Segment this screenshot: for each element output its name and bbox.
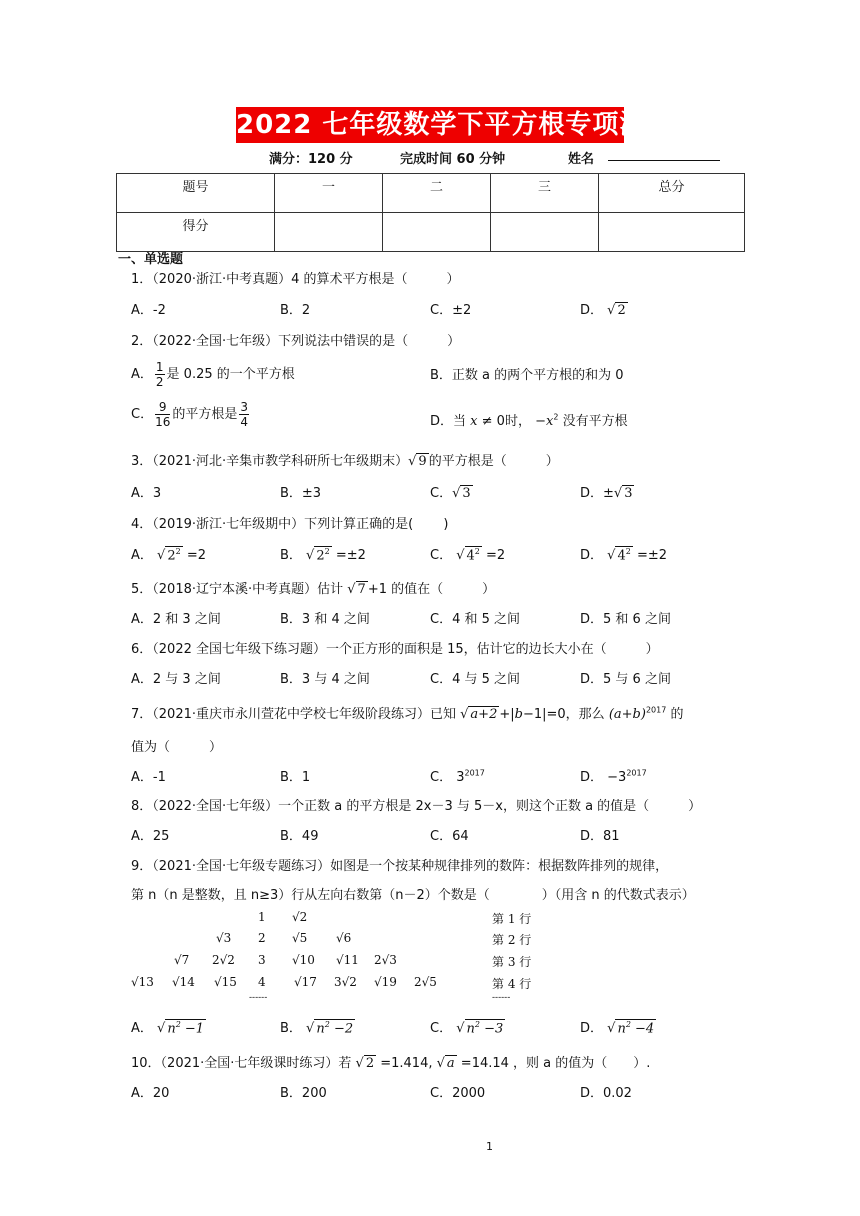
option-b[interactable]: B． √ $n^2 -2$ (280, 1019, 354, 1036)
option-a[interactable]: A．20 (131, 1086, 170, 1101)
option-d[interactable]: D．当 x ≠ 0时， $-x^2$ 没有平方根 (430, 412, 628, 429)
option-text: 没有平方根 (562, 414, 628, 429)
option-a[interactable]: A．25 (131, 829, 170, 844)
option-d[interactable]: D． $-3^{2017}$ (580, 768, 647, 785)
option-c[interactable]: C．64 (430, 829, 469, 844)
question-7-line2: 值为（ ） (131, 740, 223, 755)
option-b[interactable]: B．±3 (280, 486, 322, 501)
option-text: 是 0.25 的一个平方根 (166, 367, 295, 382)
fraction: $\frac{1}{2}$ (155, 360, 164, 389)
option-d[interactable]: D．0.02 (580, 1086, 632, 1101)
option-c[interactable]: C． $\frac{9}{16}$ 的平方根是 $\frac{3}{4}$ (131, 400, 249, 429)
option-d[interactable]: D．81 (580, 829, 620, 844)
fraction: $\frac{3}{4}$ (240, 400, 249, 429)
option-a[interactable]: A．2 与 3 之间 (131, 672, 221, 687)
option-a[interactable]: A．-2 (131, 303, 166, 318)
question-8: 8．（2022·全国·七年级）一个正数 a 的平方根是 2x－3 与 5－x，则这个正数 a 的值是（ ） (131, 799, 702, 814)
option-text: 时， (504, 414, 531, 429)
score-header-cell: 一 (275, 174, 383, 213)
option-a[interactable]: A．2 和 3 之间 (131, 612, 221, 627)
page-title: 2022 七年级数学下平方根专项测试卷 (236, 107, 624, 143)
option-d[interactable]: D．±√ 3 (580, 486, 633, 501)
option-b[interactable]: B．3 与 4 之间 (280, 672, 370, 687)
option-a[interactable]: A． √ $n^2 -1$ (131, 1019, 205, 1036)
option-label: D． (580, 303, 604, 318)
fraction: $\frac{9}{16}$ (155, 400, 171, 429)
score-header-cell: 总分 (599, 174, 745, 213)
option-d[interactable]: D．5 与 6 之间 (580, 672, 671, 687)
option-b[interactable]: B．2 (280, 303, 311, 318)
score-cell[interactable] (491, 213, 599, 252)
full-score: 满分：120 分 (269, 152, 353, 167)
score-cell[interactable] (383, 213, 491, 252)
option-d[interactable]: D．5 和 6 之间 (580, 612, 671, 627)
option-c[interactable]: C．4 与 5 之间 (430, 672, 521, 687)
score-header-cell: 二 (383, 174, 491, 213)
option-d[interactable]: D． √ $4^2 =\pm 2$ (580, 546, 668, 563)
option-c[interactable]: C． √ $n^2 -3$ (430, 1019, 504, 1036)
option-a[interactable]: A．-1 (131, 770, 166, 785)
option-d[interactable]: D． √ 2 (580, 303, 626, 318)
option-b[interactable]: B．正数 a 的两个平方根的和为 0 (430, 368, 624, 383)
question-10: 10．（2021·全国·七年级课时练习）若 √ 2 =1.414, √ a =14.14 ，则 a 的值为（ ）. (131, 1056, 651, 1071)
time-limit: 完成时间 60 分钟 (400, 152, 506, 167)
question-9-line2: 第 n（n 是整数，且 n≥3）行从左向右数第（n－2）个数是（ ）（用含 n 的代数式表示） (131, 888, 695, 903)
option-a[interactable]: A．3 (131, 486, 162, 501)
option-text: 的平方根是 (172, 407, 238, 422)
score-cell[interactable] (275, 213, 383, 252)
option-c[interactable]: C．4 和 5 之间 (430, 612, 521, 627)
option-d[interactable]: D． √ $n^2 -4$ (580, 1019, 655, 1036)
option-b[interactable]: B．3 和 4 之间 (280, 612, 370, 627)
option-c[interactable]: C．√ 3 (430, 486, 471, 501)
option-text: D．当 (430, 414, 467, 429)
option-b[interactable]: B．49 (280, 829, 319, 844)
score-header-cell: 题号 (117, 174, 275, 213)
question-3: 3．（2021·河北·辛集市教学科研所七年级期末）√ 9 的平方根是（ ） (131, 454, 559, 469)
option-a[interactable]: A． $\frac{1}{2}$ 是 0.25 的一个平方根 (131, 360, 295, 389)
option-a[interactable]: A． √ $2^2 =2$ (131, 546, 206, 563)
question-1: 1．（2020·浙江·中考真题）4 的算术平方根是（ ） (131, 272, 460, 287)
option-b[interactable]: B．200 (280, 1086, 327, 1101)
name-label: 姓名 (568, 152, 595, 167)
section-heading: 一、单选题 (118, 252, 184, 267)
option-c[interactable]: C．2000 (430, 1086, 486, 1101)
score-cell[interactable] (599, 213, 745, 252)
question-7: 7．（2021·重庆市永川萱花中学校七年级阶段练习）已知 √ a+2 +|b−1|=0，那么 $(a+b)^{2017}$ 的 (131, 705, 684, 722)
question-6: 6．（2022 全国七年级下练习题）一个正方形的面积是 15，估计它的边长大小在（ ） (131, 642, 659, 657)
score-header-cell: 三 (491, 174, 599, 213)
option-c[interactable]: C． √ $4^2 =2$ (430, 546, 506, 563)
page-number: 1 (486, 1140, 493, 1153)
option-b[interactable]: B． √ $2^2 =\pm 2$ (280, 546, 366, 563)
option-c[interactable]: C． $3^{2017}$ (430, 768, 485, 785)
option-b[interactable]: B．1 (280, 770, 311, 785)
score-table (116, 173, 745, 252)
question-2: 2．（2022·全国·七年级）下列说法中错误的是（ ） (131, 334, 461, 349)
question-9: 9．（2021·全国·七年级专题练习）如图是一个按某种规律排列的数阵：根据数阵排列的规律， (131, 859, 669, 874)
score-row-label: 得分 (117, 213, 275, 252)
question-4: 4．（2019·浙江·七年级期中）下列计算正确的是( ) (131, 517, 449, 532)
option-c[interactable]: C．±2 (430, 303, 472, 318)
question-5: 5．（2018·辽宁本溪·中考真题）估计 √ 7 +1 的值在（ ） (131, 582, 496, 597)
name-blank[interactable] (608, 160, 720, 161)
